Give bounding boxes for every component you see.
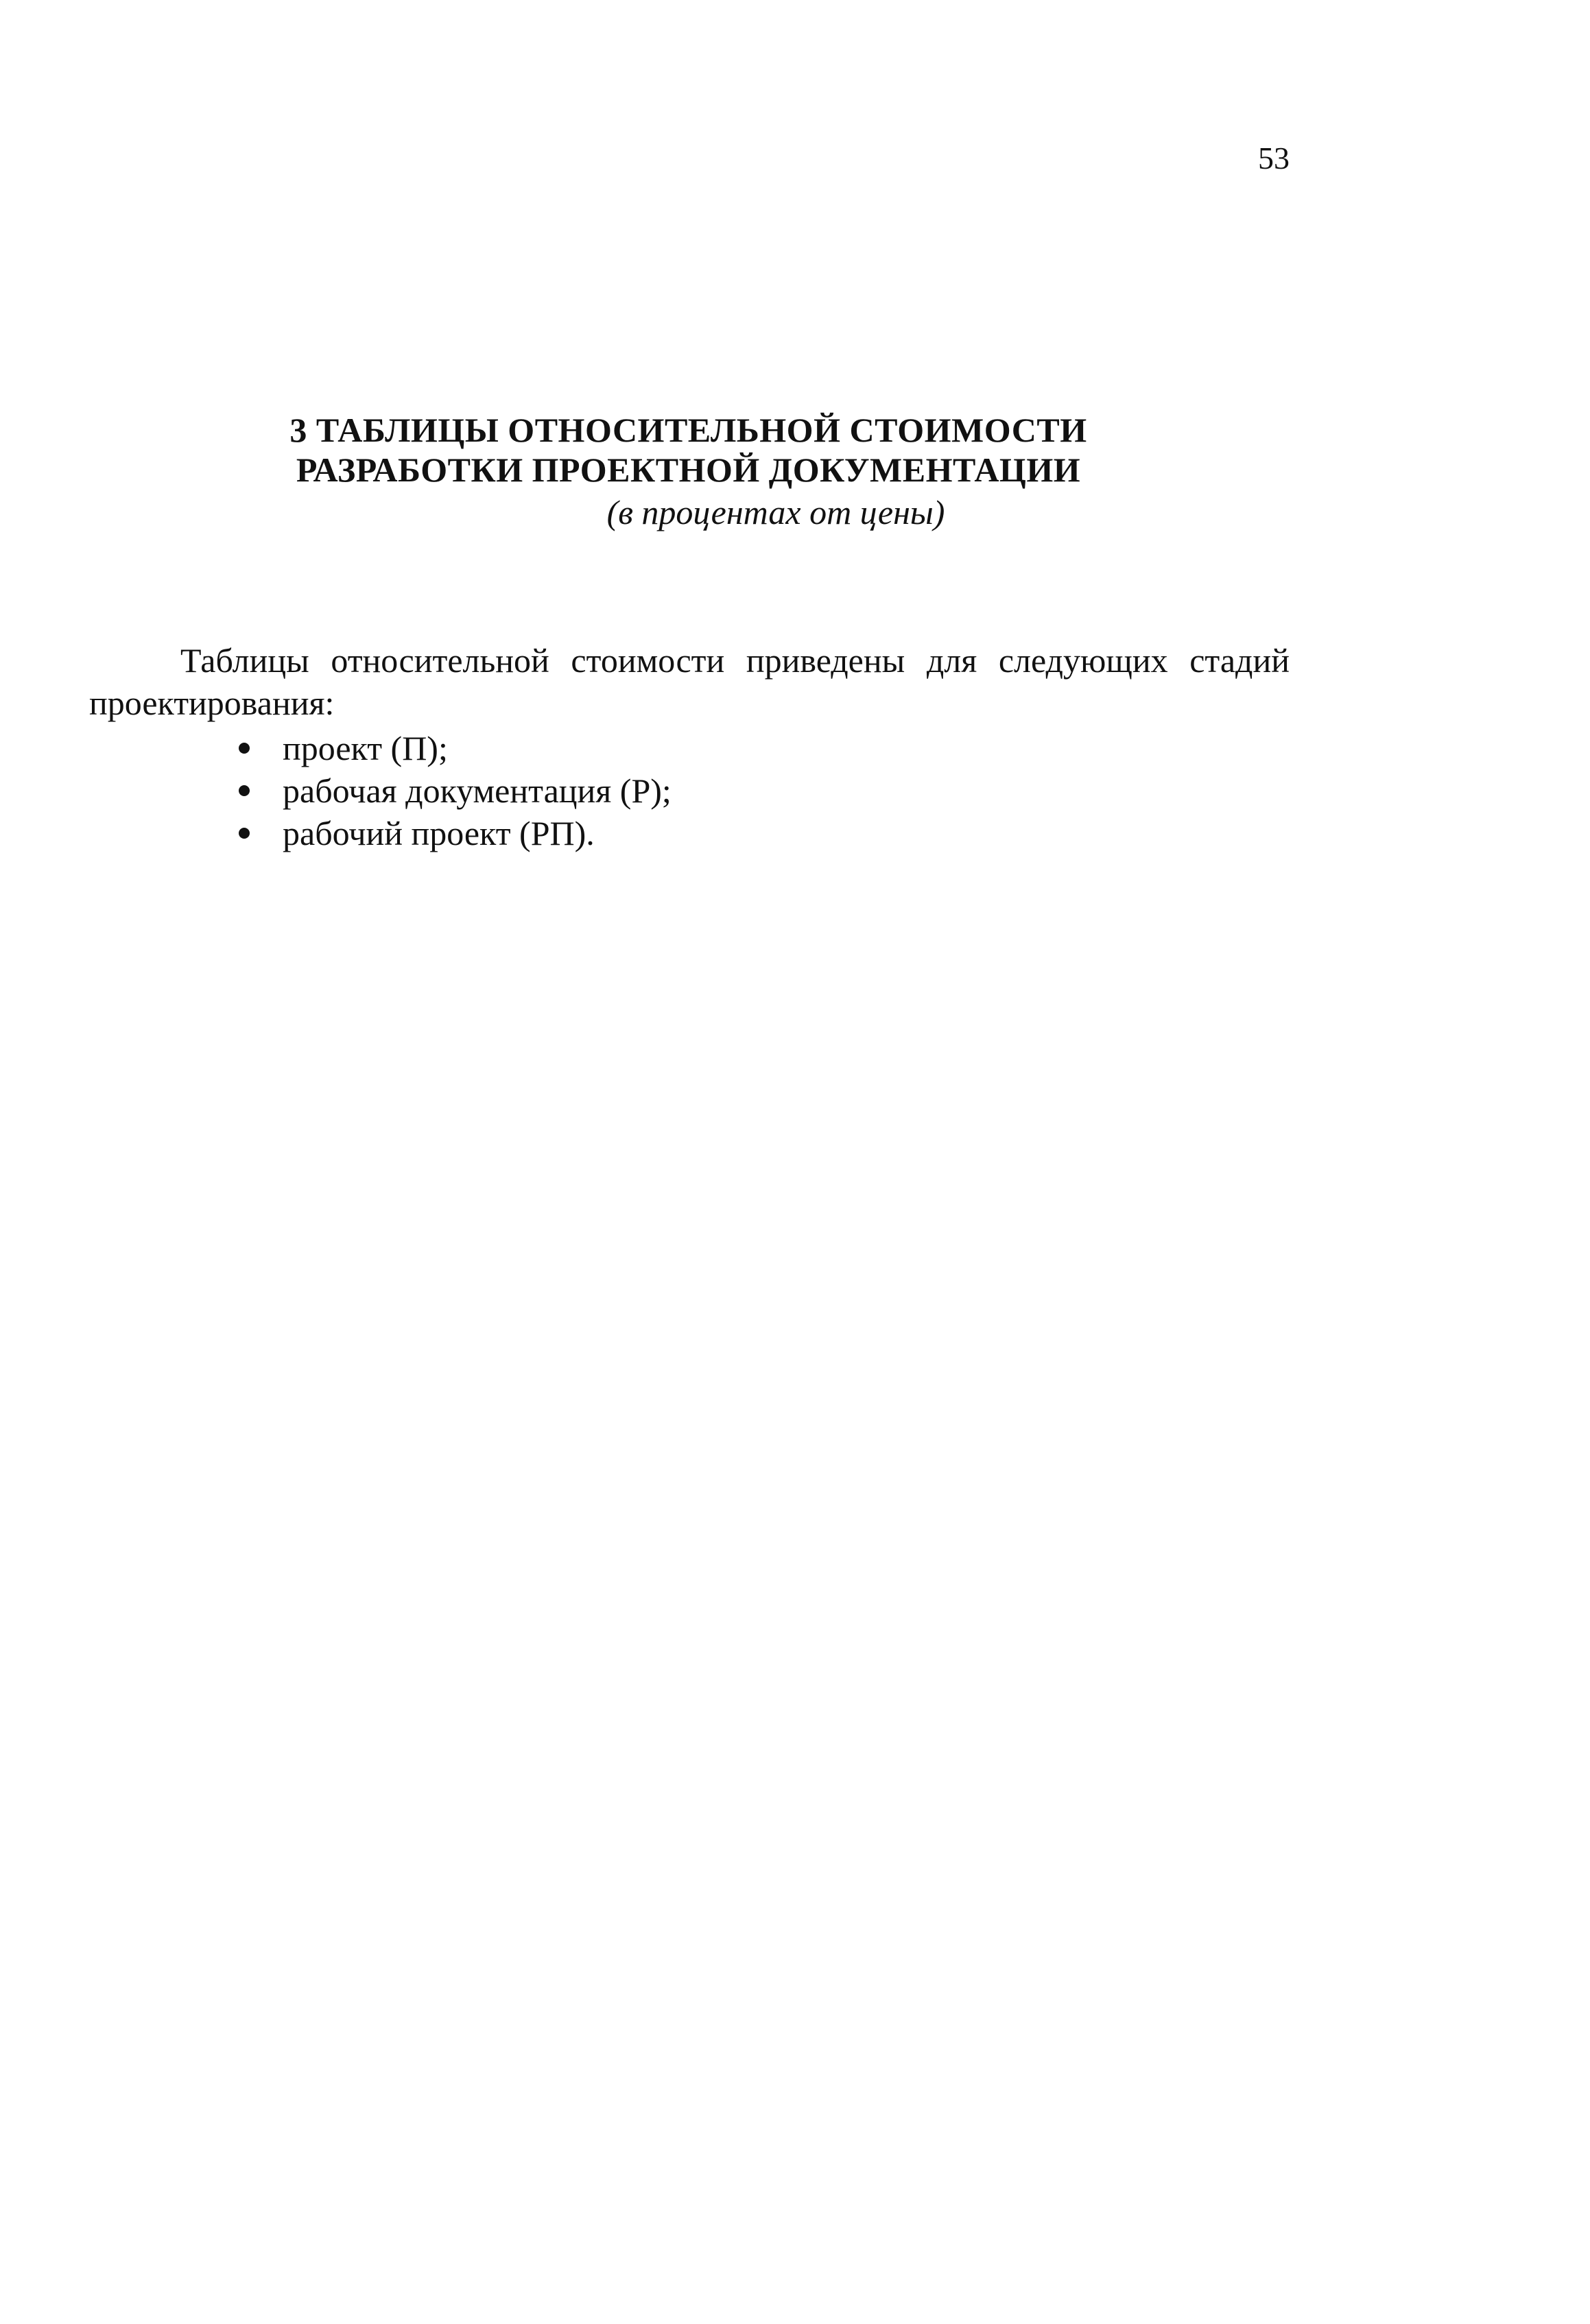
design-stages-list [233, 727, 672, 854]
list-item [233, 812, 672, 854]
section-subheading: (в процентах от цены) [606, 493, 945, 531]
bullet-icon [239, 785, 250, 796]
section-heading-line-2: РАЗРАБОТКИ ПРОЕКТНОЙ ДОКУМЕНТАЦИИ [296, 451, 1081, 489]
section-heading-line-1: 3 ТАБЛИЦЫ ОТНОСИТЕЛЬНОЙ СТОИМОСТИ [289, 411, 1087, 449]
stage-label: рабочий проект (РП). [283, 814, 595, 852]
bullet-icon [239, 743, 250, 754]
list-item [233, 769, 672, 812]
stage-label: проект (П); [283, 729, 448, 767]
intro-paragraph: Таблицы относительной стоимости приведены для следующих стадий проектирования: [89, 641, 1290, 722]
section-heading [0, 410, 1377, 490]
page-number: 53 [1258, 141, 1290, 176]
list-item [233, 727, 672, 769]
stage-label: рабочая документация (Р); [283, 771, 672, 810]
bullet-icon [239, 828, 250, 839]
